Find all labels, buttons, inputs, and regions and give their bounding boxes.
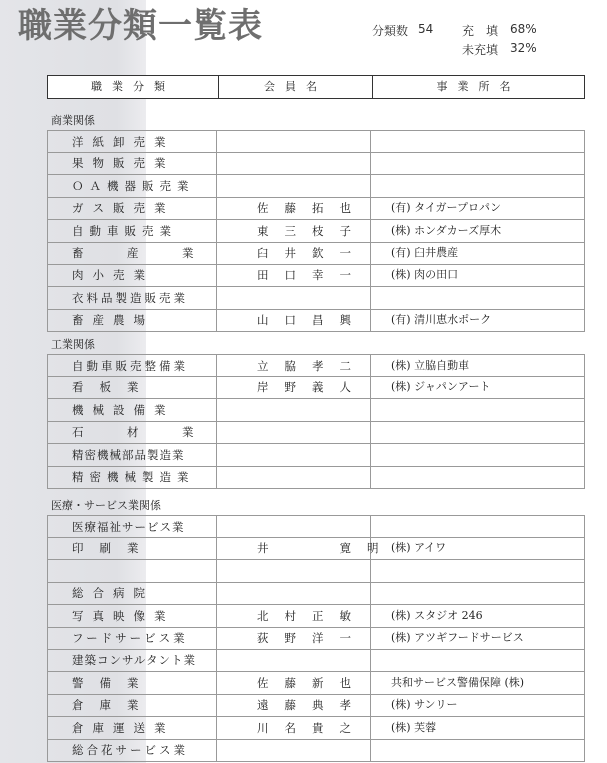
table-header: [47, 75, 585, 99]
table-row: [47, 242, 585, 265]
member-cell: 岸野義人: [217, 376, 371, 398]
member-cell: [217, 582, 371, 604]
office-cell: 共和サービス警備保障 (株): [371, 672, 585, 694]
page-title: 職業分類一覧表: [18, 6, 263, 46]
category-cell: 機械設備業: [47, 399, 217, 421]
count-value: 54: [418, 22, 434, 36]
table-row: [47, 739, 585, 762]
member-cell: [217, 175, 371, 197]
table-row: [47, 672, 585, 695]
member-cell: 山口昌興: [217, 309, 371, 331]
office-cell: (株) 芙蓉: [371, 717, 585, 739]
member-cell: [217, 739, 371, 761]
category-cell: ガス販売業: [47, 197, 217, 219]
table-row: [47, 717, 585, 740]
office-cell: [371, 131, 585, 153]
member-cell: [217, 131, 371, 153]
category-cell: 倉庫運送業: [47, 717, 217, 739]
member-cell: 田口幸一: [217, 264, 371, 286]
member-cell: [217, 421, 371, 443]
category-cell: ＯＡ機器販売業: [47, 175, 217, 197]
member-cell: 東三枝子: [217, 220, 371, 242]
office-cell: [371, 444, 585, 466]
member-cell: 立脇孝二: [217, 355, 371, 377]
table-row: [47, 582, 585, 605]
office-cell: (株) アツギフードサービス: [371, 627, 585, 649]
table-row: [47, 421, 585, 444]
office-cell: [371, 287, 585, 309]
category-cell: 総合病院: [47, 582, 217, 604]
table-row: [47, 444, 585, 467]
office-cell: [371, 649, 585, 671]
office-cell: [371, 421, 585, 443]
category-cell: 自動車販売整備業: [47, 355, 217, 377]
category-cell: 畜 産 業: [47, 242, 217, 264]
category-cell: 畜産農場: [47, 309, 217, 331]
member-cell: [217, 152, 371, 174]
category-cell: 倉庫業: [47, 694, 217, 716]
filled-value: 68%: [510, 22, 537, 36]
category-cell: 精密機械製造業: [47, 466, 217, 488]
office-cell: [371, 466, 585, 488]
member-cell: [217, 287, 371, 309]
office-cell: [371, 516, 585, 538]
office-cell: [371, 152, 585, 174]
member-cell: [217, 649, 371, 671]
filled-label: 充 填: [462, 24, 499, 38]
unfilled-value: 32%: [510, 41, 537, 55]
office-cell: (株) ジャパンアート: [371, 376, 585, 398]
office-cell: [371, 582, 585, 604]
section-label: 工業関係: [51, 338, 95, 351]
member-cell: 川名貴之: [217, 717, 371, 739]
office-cell: [371, 739, 585, 761]
member-cell: [217, 516, 371, 538]
category-cell: 医療福祉サービス業: [47, 516, 217, 538]
table-row: [47, 466, 585, 489]
member-cell: [217, 399, 371, 421]
table-row: [47, 264, 585, 287]
section-label: 医療・サービス業関係: [51, 499, 161, 512]
category-cell: 建築コンサルタント業: [47, 649, 217, 671]
count-label: 分類数: [372, 24, 409, 38]
category-cell: 看板業: [47, 376, 217, 398]
member-cell: [217, 466, 371, 488]
office-cell: (有) タイガープロパン: [371, 197, 585, 219]
office-cell: (株) サンリー: [371, 694, 585, 716]
category-cell: 洋紙卸売業: [47, 131, 217, 153]
unfilled-label: 未充填: [462, 43, 499, 57]
table-row: [47, 694, 585, 717]
office-cell: (有) 臼井農産: [371, 242, 585, 264]
section-label: 商業関係: [51, 114, 95, 127]
table-row: [47, 649, 585, 672]
table-row: [47, 560, 585, 583]
member-cell: 臼井欽一: [217, 242, 371, 264]
office-cell: (株) 立脇自動車: [371, 355, 585, 377]
member-cell: 荻野洋一: [217, 627, 371, 649]
office-cell: [371, 399, 585, 421]
header-office: 事業所名: [436, 80, 521, 93]
member-cell: 佐藤新也: [217, 672, 371, 694]
office-cell: (株) ホンダカーズ厚木: [371, 220, 585, 242]
table-row: [47, 287, 585, 310]
table-row: [47, 537, 585, 560]
category-cell: 肉小売業: [47, 264, 217, 286]
member-cell: 北村正敏: [217, 605, 371, 627]
table-row: [47, 130, 585, 153]
office-cell: (株) アイワ: [371, 537, 585, 559]
office-cell: [371, 560, 585, 582]
table-row: [47, 309, 585, 332]
office-cell: [371, 175, 585, 197]
category-cell: 果物販売業: [47, 152, 217, 174]
member-cell: 井 寛明: [217, 537, 371, 559]
table-row: [47, 376, 585, 399]
table-row: [47, 605, 585, 628]
category-cell: フードサービス業: [47, 627, 217, 649]
category-cell: 警備業: [47, 672, 217, 694]
table-row: [47, 515, 585, 538]
category-cell: 石 材 業: [47, 421, 217, 443]
category-cell: [47, 560, 217, 582]
header-member: 会員名: [219, 76, 373, 98]
category-cell: 精密機械部品製造業: [47, 444, 217, 466]
table-row: [47, 354, 585, 377]
table-row: [47, 220, 585, 243]
table-row: [47, 627, 585, 650]
category-cell: 自動車販売業: [47, 220, 217, 242]
category-cell: 写真映像業: [47, 605, 217, 627]
category-cell: 総合花サービス業: [47, 739, 217, 761]
table-row: [47, 399, 585, 422]
office-cell: (株) 肉の田口: [371, 264, 585, 286]
member-cell: 遠藤典孝: [217, 694, 371, 716]
office-cell: (株) スタジオ 246: [371, 605, 585, 627]
table-row: [47, 175, 585, 198]
office-cell: (有) 清川恵水ポーク: [371, 309, 585, 331]
table-row: [47, 197, 585, 220]
member-cell: [217, 560, 371, 582]
header-category: 職業分類: [48, 76, 219, 98]
category-cell: 印刷業: [47, 537, 217, 559]
table-row: [47, 152, 585, 175]
category-cell: 衣料品製造販売業: [47, 287, 217, 309]
member-cell: 佐藤拓也: [217, 197, 371, 219]
member-cell: [217, 444, 371, 466]
